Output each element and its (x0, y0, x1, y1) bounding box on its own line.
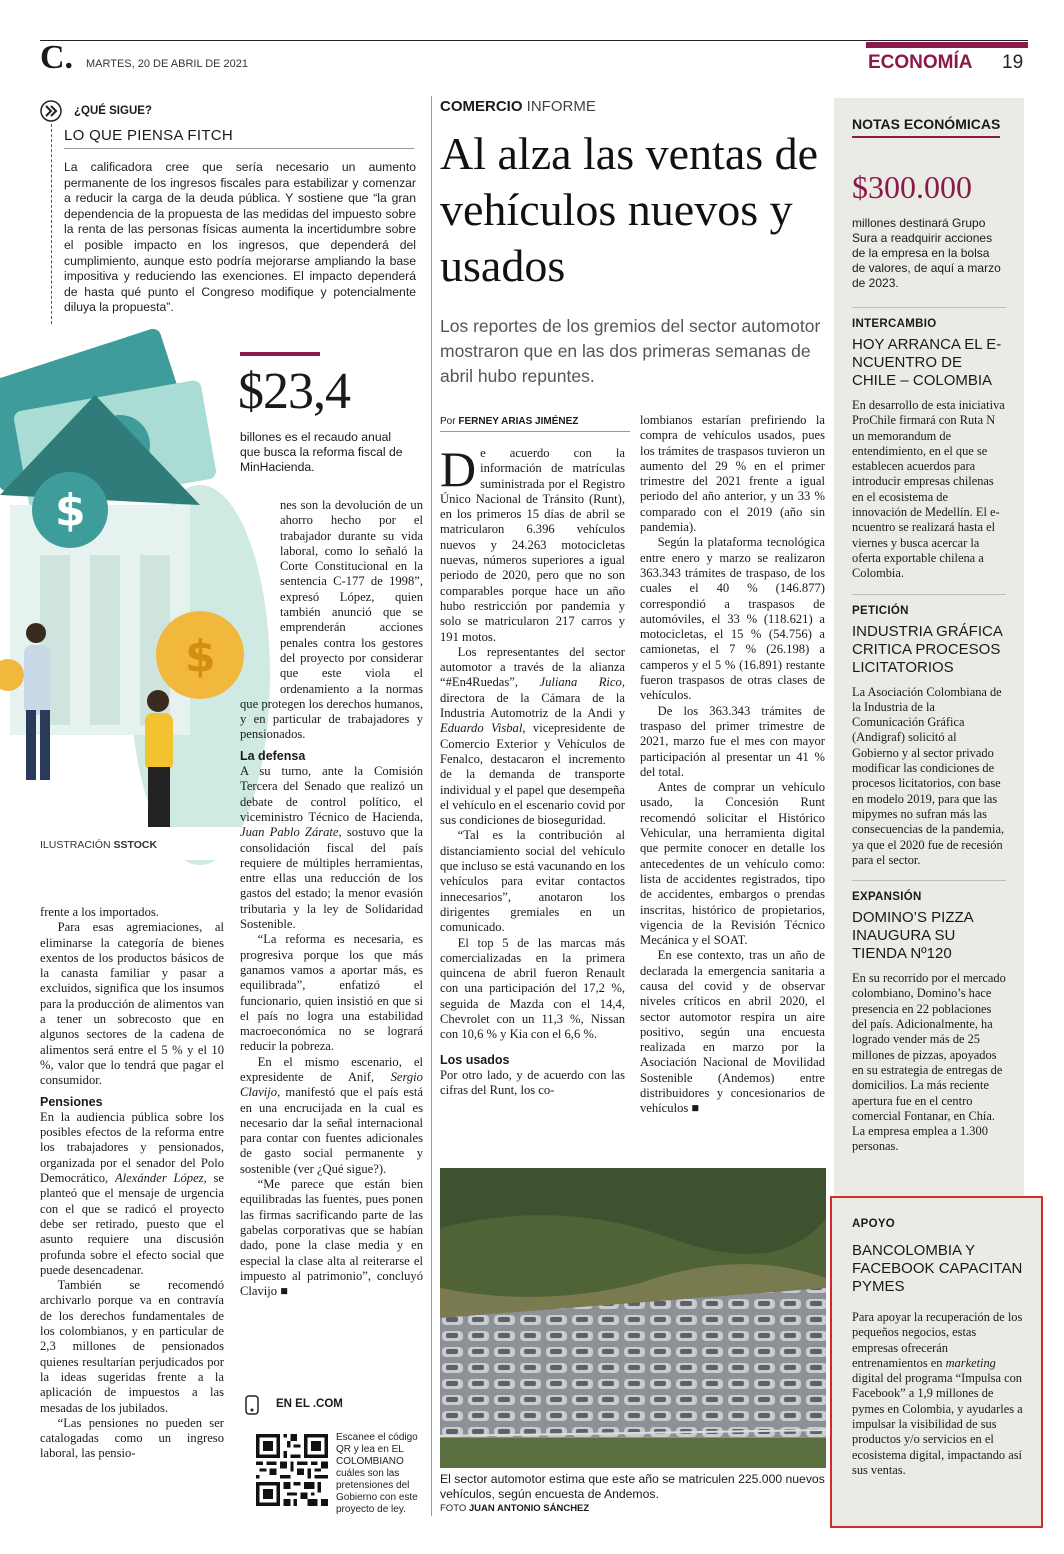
paragraph: También se recomendó archivarlo porque va en contravía de los derechos fundamentales de los colombianos, y en particular de 2,3 millones de pensionados quienes resultarían perjudicados por la ideas sugeridas frente a la aplicación de impuestos a las mesadas de los jubilados. (40, 1278, 224, 1415)
illustration (0, 335, 245, 860)
paragraph: “Tal es la contribución al distanciamiento social del vehículo que incluso se está vacunando en los vehículos para evitar contactos innecesarios”, anotaron los dirigentes gremiales en un comunicado. (440, 828, 625, 935)
paragraph: lombianos estarían prefiriendo la compra de vehículos usados, pues los trámites de traspasos tuvieron un aumento del 29 % en el primer trimestre del 2021 frente a igual periodo del año anterior, y un 33 % comparado con el 2019 (año sin pandemia). (640, 413, 825, 535)
paragraph: A su turno, ante la Comisión Tercera del Senado que realizó un debate de control político, el viceministro Técnico de Hacienda, Juan Pablo Zárate, sostuvo que la consolidación fiscal del país requiere de múltiples herramientas, entre ellas una reducción de los gastos del estado; la menor evasión tributaria y la ley de Solidaridad Sostenible. (240, 764, 423, 932)
article-headline: Al alza las ventas de vehículos nuevos y usados (440, 128, 819, 291)
note-title: BANCOLOMBIA Y FACEBOOK CAPACITAN PYMES (852, 1242, 1023, 1295)
double-chevron-icon (40, 100, 62, 122)
paragraph: De los 363.343 trámites de traspaso del primer trimestre de 2021, marzo fue el mes con mayor participación al presentar un 41 % del total. (640, 703, 825, 779)
fitch-body: La calificadora cree que sería necesario un aumento permanente de los ingresos fiscales para estabilizar y comenzar a reducir la carga de la deuda pública. Y sostiene que “la gran dependencia de la propuesta de las medidas del impuesto sobre la renta de las personas físicas aumenta la incertidumbre sobre el posible impacto en los ingresos, que dependerá del cumplimiento, aunque esto podría mejorarse ampliando la base impositiva y reduciendo las exenciones. El impacto dependerá de hasta qué punto el Congreso modifique y potencialmente diluya la propuesta”. (64, 160, 416, 315)
note-body: En desarrollo de esta iniciativa ProChile firmará con Ruta N un memorandum de entendimiento, en el que se establecen acuerdos para introducir empresas chilenas en el ecosistema de innovación de Medellín. El e-ncuentro se realizará hasta el viernes y busca acercar la oferta exportable chilena a Colombia. (852, 398, 1005, 581)
highlight-box (830, 1196, 1043, 1528)
article-column-1 (440, 441, 626, 1098)
stat-accent-bar (240, 352, 320, 356)
note-body: En su recorrido por el mercado colombiano, Domino’s hace presencia en 22 poblaciones del país. Adicionalmente, ha logrado vender más de 25 millones de pizzas, apoyados en su estrategia de entregas de domicilios. La más reciente apertura fue en el centro comercial Fontanar, en Chía. La empresa emplea a 1.300 personas. (852, 971, 1006, 1154)
paragraph: De acuerdo con la información de matrículas suministrada por el Registro Único Nacional de Tránsito (Runt), en los primeros 15 días de abril se matricularon 6.396 vehículos nuevos y 24.263 motocicletas nuevas, números superiores a igual periodo de 2020, pero que no son comparables porque hace un año hubo restricción por pandemia y solo se matricularon 217 carros y 191 motos. (440, 441, 625, 644)
fitch-box (40, 100, 420, 325)
note-body: Para apoyar la recuperación de los pequeños negocios, estas empresas ofrecerán entrenamientos en marketing digital del programa “Impulsa con Facebook” a 1,9 millones de pymes en Colombia, y ayudarles a impulsar la visibilidad de sus productos y/o servicios en el ecosistema digital, impactando así sus ventas. (852, 1310, 1023, 1477)
subhead-defensa: La defensa (240, 748, 306, 763)
paragraph: Antes de comprar un vehículo usado, la Concesión Runt recomendó solicitar el Histórico Vehicular, una herramienta digital que permite conocer en detalle los antecedentes de un vehículo como: lista de accidentes registrados, tipo de accidentes, embargos o prendas inscritas, histórico de propietarios, vigencia de la Revisión Técnico Mecánica y el SOAT. (640, 780, 825, 948)
fitch-title-underline (64, 148, 414, 149)
header-rule (40, 40, 1028, 41)
logo: C. (40, 39, 74, 76)
note-separator (852, 594, 1006, 595)
page-number: 19 (1002, 52, 1024, 73)
qr-text: Escanee el código QR y lea en EL COLOMBIANO cuáles son las pretensiones del Gobierno con este proyecto de ley. (336, 1432, 418, 1515)
photo-caption: El sector automotor estima que este año se matriculen 225.000 nuevos vehículos, según encuesta de Andemos. (440, 1472, 825, 1501)
subhead-usados: Los usados (440, 1052, 510, 1067)
middle-column (240, 498, 423, 1299)
paragraph: “La reforma es necesaria, es progresiva porque los que más ganamos vamos a aportar más, es equilibrada”, enfatizó el funcionario, quien insistió en que si el país no logra una estabilidad macroeconómica no se logrará reducir la pobreza. (240, 932, 423, 1054)
svg-text:$: $ (55, 485, 86, 536)
header-date: MARTES, 20 DE ABRIL DE 2021 (86, 58, 249, 70)
note-intercambio (852, 318, 1006, 582)
note-expansion (852, 891, 1006, 1154)
fitch-left-rule (51, 124, 52, 324)
subhead-pensiones: Pensiones (40, 1094, 103, 1109)
note-title: INDUSTRIA GRÁFICA CRITICA PROCESOS LICITATORIOS (852, 622, 1003, 676)
paragraph: Según la plataforma tecnológica entre enero y marzo se realizaron 363.343 trámites de traspaso, de los cuales el 40 % (146.877) correspondió a traspasos de automóviles, el 33 % (118.621) a motocicletas, el 15 % (54.756) a camionetas, el 7 % (26.198) a camperos y el 5 % (16.891) restante fueron traspasos de otras clases de vehículos. (640, 535, 825, 703)
byline: Por FERNEY ARIAS JIMÉNEZ (440, 416, 579, 427)
left-column (40, 905, 224, 1462)
note-separator (852, 307, 1006, 308)
paragraph: Por otro lado, y de acuerdo con las cifras del Runt, los co- (440, 1067, 625, 1098)
paragraph: “Las pensiones no pueden ser catalogadas como un ingreso laboral, las pensio- (40, 1415, 224, 1461)
byline-rule (440, 431, 630, 432)
stat-caption: billones es el recaudo anual que busca la reforma fiscal de MinHacienda. (240, 430, 403, 474)
paragraph: nes son la devolución de un ahorro hecho por el trabajador durante su vida laboral, como lo señaló la Corte Constitucional en la sentencia C-177 de 1998”, expresó López, quien también anunció que se emprenderán acciones penales contra los gestores del proyecto por considerar que este viola el ordenamiento a la normas que protegen los derechos humanos, y en particular de trabajadores y pensionados. (240, 498, 423, 742)
article-column-2 (640, 413, 825, 1117)
paragraph: En el mismo escenario, el expresidente de Anif, Sergio Clavijo, manifestó que el país está en una encrucijada en la cual es necesario dar la señal internacional para contar con fuentes adicionales de gasto social permanente y sostenible (ver ¿Qué sigue?). (240, 1054, 423, 1176)
note-kicker: EXPANSIÓN (852, 891, 922, 904)
hand-pointer-icon (244, 1394, 262, 1416)
paragraph: frente a los importados. (40, 905, 159, 919)
article-photo (440, 1168, 826, 1468)
paragraph: Para esas agremiaciones, al eliminarse la categoría de bienes exentos de los productos básicos de la canasta familiar y pasar a excluidos, significa que los insumos para la producción de alimentos van a tener un sobrecosto que en algunos sectores de la cadena de alimentos será entre el 5 % y el 10 %, valor que lo tendrá que pagar el consumidor. (40, 920, 224, 1088)
note-title: HOY ARRANCA EL E-NCUENTRO DE CHILE – COLOMBIA (852, 336, 1002, 389)
note-kicker: INTERCAMBIO (852, 318, 937, 330)
note-kicker: PETICIÓN (852, 604, 909, 617)
notes-big-caption: millones destinará Grupo Sura a readquirir acciones de la empresa en la bolsa de valores, de aquí a marzo de 2023. (852, 216, 1001, 290)
section-name: ECONOMÍA (868, 52, 973, 73)
note-kicker: APOYO (852, 1218, 896, 1230)
paragraph: En la audiencia pública sobre los posibles efectos de la reforma entre los trabajadores y pensionados, organizada por el senador del Polo Democrático, Alexánder López, se planteó que el mensaje de urgencia con el que se radicó el proyecto debe ser retirado, puesto que el asunto requiere una discusión profunda sobre el efecto social que puede desencadenar. (40, 1109, 224, 1277)
illustration-credit: ILUSTRACIÓN SSTOCK (40, 839, 158, 851)
paragraph: Los representantes del sector automotor a través de la alianza “#En4Ruedas”, Juliana Rico, directora de la Cámara de la Industria Automotriz de la Andi y Eduardo Visbal, vicepresidente de Comercio Exterior y Vehículos de Fenalco, destacaron el incremento de la demanda de transporte individual y el papel que desempeña el vehículo en el escenario covid por sus condiciones de bioseguridad. (440, 644, 626, 828)
notes-header: NOTAS ECONÓMICAS (852, 116, 1000, 138)
fitch-title: LO QUE PIENSA FITCH (64, 127, 234, 144)
section-accent-bar (866, 42, 1028, 48)
qr-box (240, 1388, 423, 1518)
fitch-kicker: ¿QUÉ SIGUE? (74, 105, 152, 117)
illustration-wrap-spacer (240, 498, 280, 693)
qr-code[interactable] (256, 1434, 328, 1506)
paragraph: En ese contexto, tras un año de declarada la emergencia sanitaria a causa del covid y de observar niveles críticos en abril 2020, el sector automotor respira un aire positivo, según una encuesta realizada en marzo por la Asociación Nacional de Movilidad Sostenible (Andemos) entre distribuidores y concesionarios de vehículos ■ (640, 948, 825, 1116)
paragraph: “Me parece que están bien equilibradas las fuentes, pues ponen las firmas sacrificando parte de las gabelas corporativas que se habían dado, pone la clase media y en especial la clase alta al reiterarse el impuesto al patrimonio”, concluyó Clavijo ■ (240, 1177, 423, 1299)
qr-title: EN EL .COM (276, 1398, 343, 1410)
note-title: DOMINO’S PIZZA INAUGURA SU TIENDA Nº120 (852, 909, 973, 963)
stat-value: $23,4 (238, 363, 350, 420)
photo-credit: FOTO JUAN ANTONIO SÁNCHEZ (440, 1503, 590, 1514)
drop-cap: D (440, 441, 477, 497)
page-header (40, 38, 1028, 78)
note-separator (852, 880, 1006, 881)
article-deck: Los reportes de los gremios del sector automotor mostraron que en las dos primeras semanas de abril hubo repuntes. (440, 316, 821, 386)
svg-text:$: $ (185, 631, 216, 682)
article-kicker: COMERCIO INFORME (440, 98, 596, 115)
paragraph: El top 5 de las marcas más comercializadas en la primera quincena de abril fueron Renault con una participación del 17,2 %, seguida de Mazda con el 14,4, Chevrolet con un 11,3 %, Nissan con 10,6 % y Kia con el 6,6 %. (440, 935, 625, 1042)
note-body: La Asociación Colombiana de la Industria de la Comunicación Gráfica (Andigraf) solicitó al Gobierno y al sector privado modificar las condiciones de procesos licitatorios, con base en modelo 2019, para que las mipymes no sufran más las consecuencias de la pandemia, ya que el 2020 fue de recesión para el sector. (852, 684, 1005, 867)
notes-big-number: $300.000 (852, 169, 972, 205)
column-divider (431, 96, 432, 1516)
note-peticion (852, 605, 1006, 869)
